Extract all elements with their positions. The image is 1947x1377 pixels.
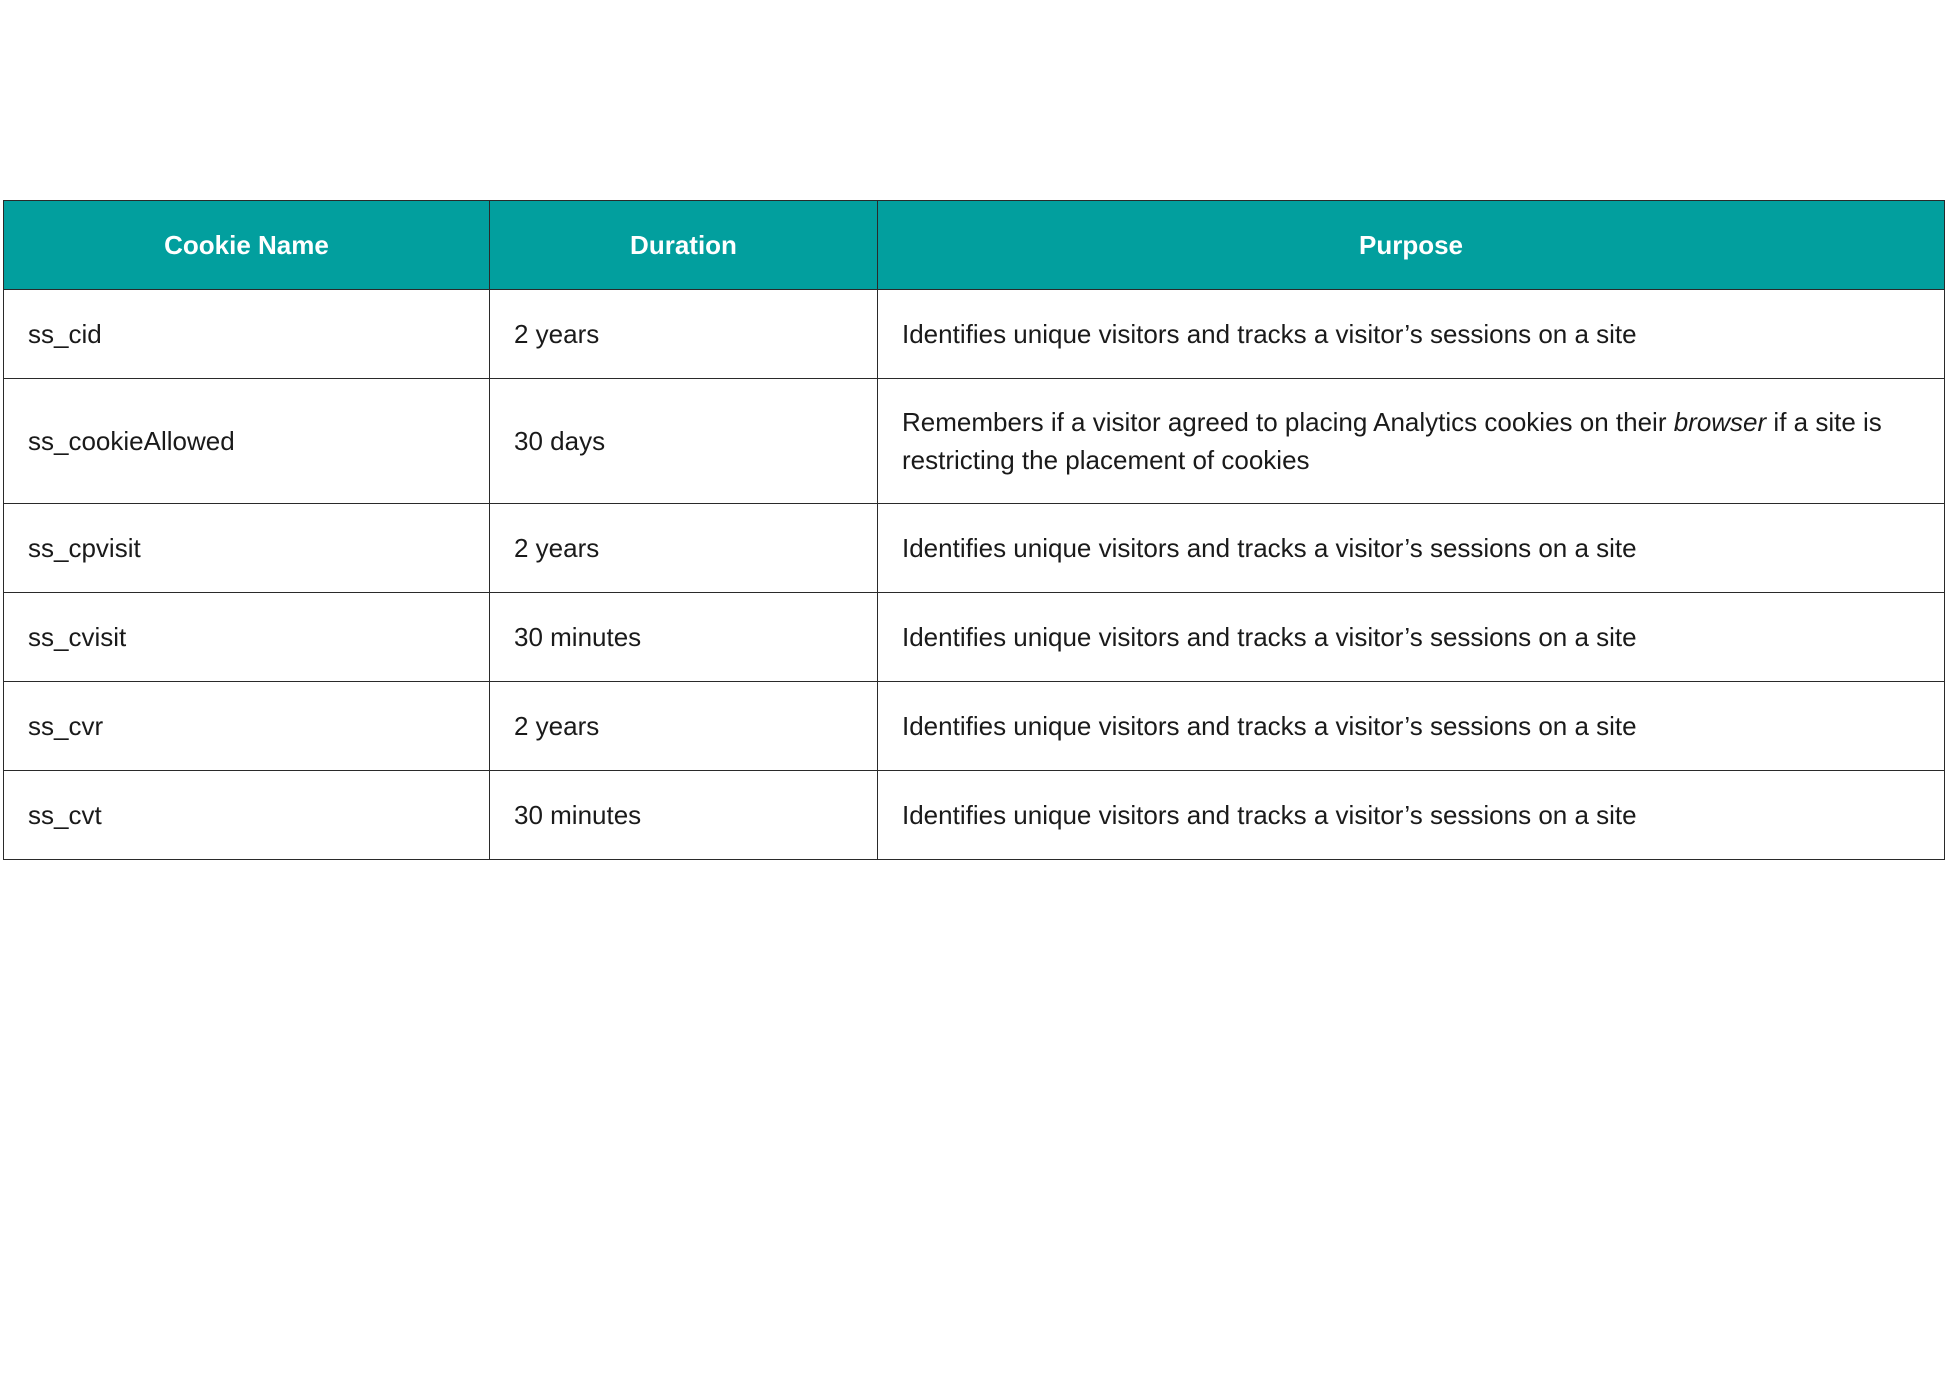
table-header (4, 201, 1945, 290)
duration-cell: 2 years (490, 504, 878, 593)
cookie-name-cell: ss_cvr (4, 682, 490, 771)
duration-cell: 2 years (490, 290, 878, 379)
purpose-cell: Identifies unique visitors and tracks a visitor’s sessions on a site (878, 593, 1945, 682)
table-row (4, 682, 1945, 771)
cookie-name-cell: ss_cid (4, 290, 490, 379)
purpose-cell: Identifies unique visitors and tracks a visitor’s sessions on a site (878, 682, 1945, 771)
cookie-name-cell: ss_cvisit (4, 593, 490, 682)
header-purpose: Purpose (878, 201, 1945, 290)
duration-cell: 30 minutes (490, 771, 878, 860)
table-row (4, 290, 1945, 379)
cookie-table (3, 200, 1945, 860)
purpose-text-emphasis: browser (1673, 407, 1767, 437)
header-cookie-name: Cookie Name (4, 201, 490, 290)
header-row (4, 201, 1945, 290)
table-body (4, 290, 1945, 860)
cookie-name-cell: ss_cookieAllowed (4, 379, 490, 504)
purpose-text-before: Remembers if a visitor agreed to placing Analytics cookies on their (902, 407, 1674, 437)
duration-cell: 2 years (490, 682, 878, 771)
purpose-cell: Identifies unique visitors and tracks a visitor’s sessions on a site (878, 771, 1945, 860)
cookie-table-container (3, 200, 1944, 860)
purpose-cell: Identifies unique visitors and tracks a visitor’s sessions on a site (878, 504, 1945, 593)
purpose-cell: Identifies unique visitors and tracks a visitor’s sessions on a site (878, 290, 1945, 379)
table-row (4, 771, 1945, 860)
table-row (4, 593, 1945, 682)
cookie-name-cell: ss_cvt (4, 771, 490, 860)
duration-cell: 30 days (490, 379, 878, 504)
table-row (4, 504, 1945, 593)
table-row (4, 379, 1945, 504)
cookie-name-cell: ss_cpvisit (4, 504, 490, 593)
header-duration: Duration (490, 201, 878, 290)
purpose-text-after: if a site is restricting the placement of cookies (902, 407, 1882, 475)
duration-cell: 30 minutes (490, 593, 878, 682)
purpose-cell (878, 379, 1945, 504)
